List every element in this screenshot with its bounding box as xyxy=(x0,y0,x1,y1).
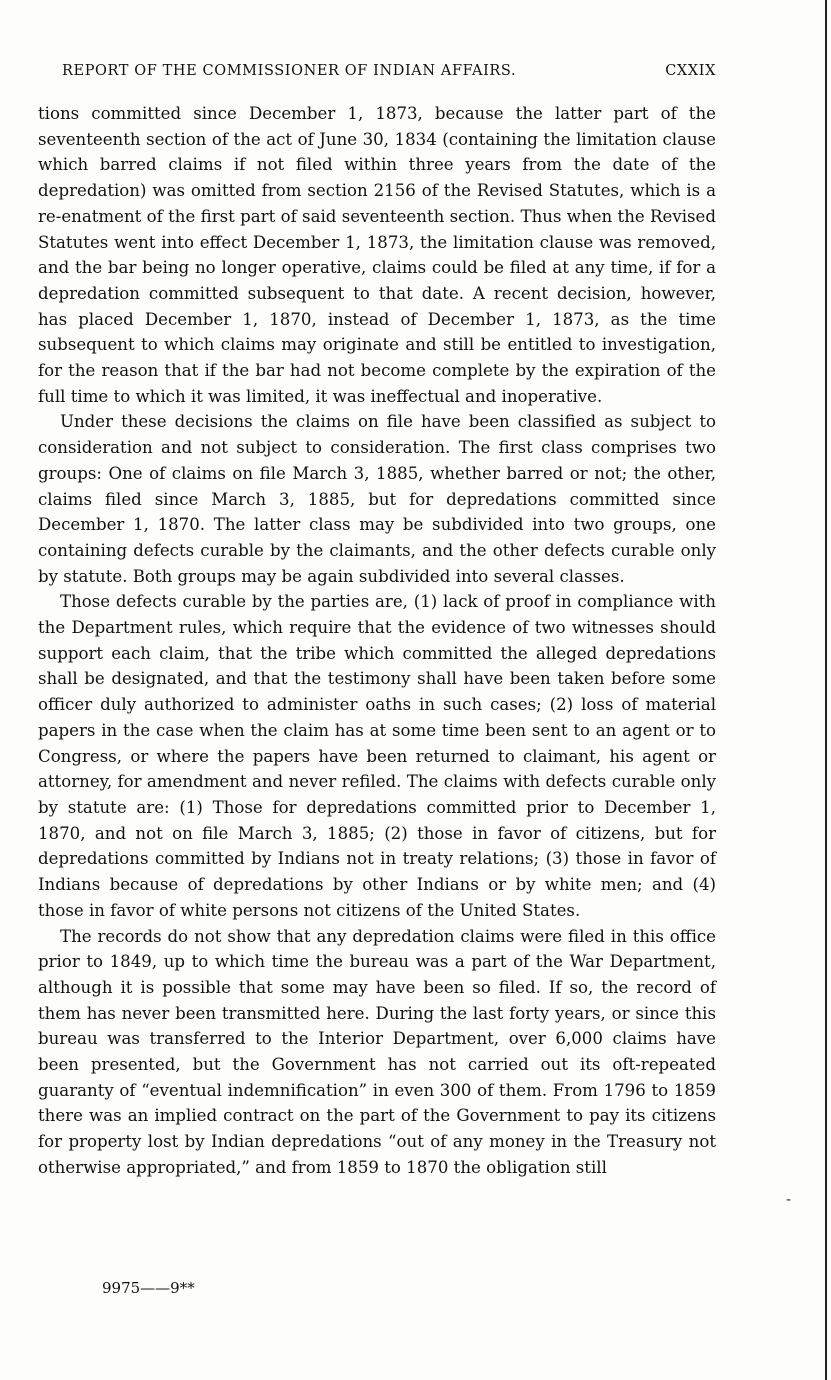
running-title: REPORT OF THE COMMISSIONER OF INDIAN AFFAIRS. xyxy=(62,63,517,79)
paragraph-4: The records do not show that any depredation claims were filed in this office prior to 1849, up to which time the bureau was a part of the War Department, although it is possible that some may have been so filed. If so, the record of them has never been transmitted here. During the last forty years, or since this bureau was transferred to the Interior Department, over 6,000 claims have been presented, but the Government has not carried out its oft-repeated guaranty of “eventual indemnification” in even 300 of them. From 1796 to 1859 there was an implied contract on the part of the Government to pay its citizens for property lost by Indian depredations “out of any money in the Treasury not otherwise appropriated,” and from 1859 to 1870 the obligation still xyxy=(38,926,716,1177)
body-text xyxy=(38,101,716,1181)
page-edge-line xyxy=(825,0,827,1380)
paragraph-3: Those defects curable by the parties are, (1) lack of proof in compliance with the Department rules, which require that the evidence of two witnesses should support each claim, that the tribe which committed the alleged depredations shall be designated, and that the testimony shall have been taken before some officer duly authorized to administer oaths in such cases; (2) loss of material papers in the case when the claim has at some time been sent to an agent or to Congress, or where the papers have been returned to claimant, his agent or attorney, for amendment and never refiled. The claims with defects curable only by statute are: (1) Those for depredations committed prior to December 1, 1870, and not on file March 3, 1885; (2) those in favor of citizens, but for depredations committed by Indians not in treaty relations; (3) those in favor of Indians because of depredations by other Indians or by white men; and (4) those in favor of white persons not citizens of the United States. xyxy=(38,592,716,920)
paragraph-1: tions committed since December 1, 1873, because the latter part of the seventeenth section of the act of June 30, 1834 (containing the limitation clause which barred claims if not filed within three years from the date of the depredation) was omitted from section 2156 of the Revised Statutes, which is a re-enatment of the first part of said seventeenth section. Thus when the Revised Statutes went into effect December 1, 1873, the limitation clause was removed, and the bar being no longer operative, claims could be filed at any time, if for a depredation committed subsequent to that date. A recent decision, however, has placed December 1, 1870, instead of December 1, 1873, as the time subsequent to which claims may originate and still be entitled to investigation, for the reason that if the bar had not become complete by the expiration of the full time to which it was limited, it was ineffectual and inoperative. xyxy=(38,104,716,406)
running-header xyxy=(62,63,716,79)
paragraph-2: Under these decisions the claims on file have been classified as subject to consideration and not subject to consideration. The first class comprises two groups: One of claims on file March 3, 1885, whether barred or not; the other, claims filed since March 3, 1885, but for depredations committed since December 1, 1870. The latter class may be subdivided into two groups, one containing defects curable by the claimants, and the other defects curable only by statute. Both groups may be again subdivided into several classes. xyxy=(38,412,716,586)
page-number: CXXIX xyxy=(665,63,716,79)
printer-signature: 9975——9** xyxy=(102,1279,195,1297)
margin-mark: - xyxy=(786,1192,792,1208)
